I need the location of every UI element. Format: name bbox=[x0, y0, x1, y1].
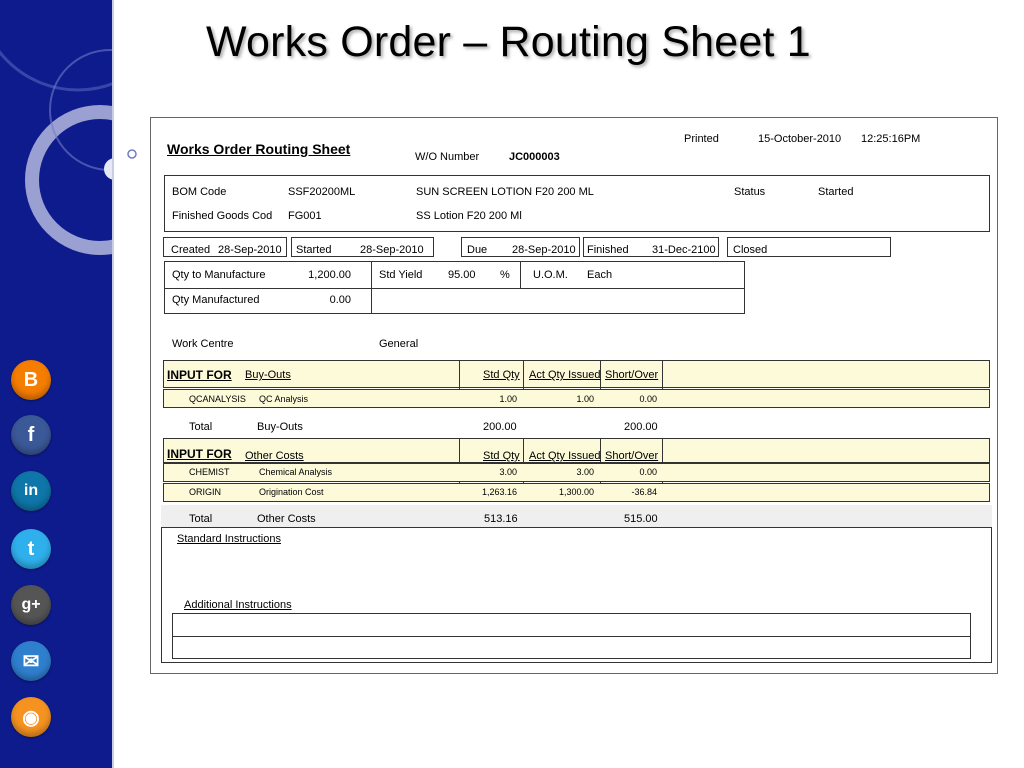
quantity-col-divider bbox=[371, 261, 372, 314]
created-date: 28-Sep-2010 bbox=[218, 244, 282, 256]
other-costs-col-act: Act Qty Issued bbox=[529, 450, 601, 462]
other-costs-row-short: -36.84 bbox=[631, 487, 657, 497]
other-costs-input-for: INPUT FOR bbox=[167, 447, 232, 461]
other-costs-total-label: Total bbox=[189, 513, 213, 525]
std-yield-label: Std Yield bbox=[379, 269, 423, 281]
bom-code-label: BOM Code bbox=[172, 186, 227, 198]
buyouts-row-desc: QC Analysis bbox=[259, 394, 309, 404]
status-value: Started bbox=[818, 186, 854, 198]
qty-to-manufacture-label: Qty to Manufacture bbox=[172, 269, 266, 281]
finished-label: Finished bbox=[587, 244, 629, 256]
bom-box bbox=[164, 175, 990, 232]
started-label: Started bbox=[296, 244, 332, 256]
closed-label: Closed bbox=[733, 244, 768, 256]
uom-label: U.O.M. bbox=[533, 269, 568, 281]
wo-number-value: JC000003 bbox=[509, 151, 560, 163]
qty-manufactured-label: Qty Manufactured bbox=[172, 294, 260, 306]
fg-description: SS Lotion F20 200 Ml bbox=[416, 210, 522, 222]
email-icon[interactable]: ✉ bbox=[11, 641, 51, 681]
wo-number-label: W/O Number bbox=[415, 151, 480, 163]
rss-icon[interactable]: ◉ bbox=[11, 697, 51, 737]
buyouts-total-label: Total bbox=[189, 421, 213, 433]
slide-title: Works Order – Routing Sheet 1 bbox=[206, 18, 811, 66]
other-costs-col-std: Std Qty bbox=[483, 450, 520, 462]
buyouts-col-std: Std Qty bbox=[483, 369, 520, 381]
buyouts-row-act: 1.00 bbox=[576, 394, 594, 404]
other-costs-category: Other Costs bbox=[245, 450, 304, 462]
printed-time: 12:25:16PM bbox=[861, 133, 921, 145]
other-costs-row-std: 1,263.16 bbox=[481, 487, 517, 497]
buyouts-total-std: 200.00 bbox=[483, 421, 517, 433]
std-yield-value: 95.00 bbox=[448, 269, 476, 281]
other-costs-total-category: Other Costs bbox=[257, 513, 316, 525]
additional-instructions-label: Additional Instructions bbox=[184, 599, 292, 611]
facebook-icon[interactable]: f bbox=[11, 415, 51, 455]
status-label: Status bbox=[734, 186, 766, 198]
other-costs-row-code: ORIGIN bbox=[189, 487, 222, 497]
uom-value: Each bbox=[587, 269, 613, 281]
bom-code-value: SSF20200ML bbox=[288, 186, 356, 198]
due-label: Due bbox=[467, 244, 488, 256]
buyouts-total-act: 200.00 bbox=[624, 421, 658, 433]
started-date: 28-Sep-2010 bbox=[360, 244, 424, 256]
other-costs-col-short: Short/Over bbox=[605, 450, 659, 462]
quantity-divider bbox=[164, 288, 745, 289]
created-label: Created bbox=[171, 244, 211, 256]
work-centre-label: Work Centre bbox=[172, 338, 234, 350]
fg-code-label: Finished Goods Cod bbox=[172, 210, 273, 222]
buyouts-category: Buy-Outs bbox=[245, 369, 291, 381]
finished-date: 31-Dec-2100 bbox=[652, 244, 716, 256]
sidebar-edge bbox=[112, 0, 114, 768]
buyouts-input-for: INPUT FOR bbox=[167, 368, 232, 382]
buyouts-total-category: Buy-Outs bbox=[257, 421, 303, 433]
other-costs-row-short: 0.00 bbox=[639, 467, 657, 477]
due-date: 28-Sep-2010 bbox=[512, 244, 576, 256]
twitter-icon[interactable]: t bbox=[11, 529, 51, 569]
yield-col-divider bbox=[520, 261, 521, 288]
qty-to-manufacture-value: 1,200.00 bbox=[308, 269, 351, 281]
other-costs-row-act: 3.00 bbox=[576, 467, 594, 477]
buyouts-row-code: QCANALYSIS bbox=[189, 394, 246, 404]
buyouts-row-std: 1.00 bbox=[499, 394, 517, 404]
printed-date: 15-October-2010 bbox=[758, 133, 842, 145]
work-centre-value: General bbox=[379, 338, 419, 350]
other-costs-row-act: 1,300.00 bbox=[558, 487, 594, 497]
other-costs-row-desc: Origination Cost bbox=[259, 487, 324, 497]
routing-sheet-document bbox=[150, 117, 998, 674]
other-costs-total-std: 513.16 bbox=[484, 513, 518, 525]
qty-manufactured-value: 0.00 bbox=[329, 294, 351, 306]
sheet-title: Works Order Routing Sheet bbox=[167, 141, 351, 157]
bullet-ring-icon bbox=[126, 148, 138, 160]
other-costs-total-act: 515.00 bbox=[624, 513, 658, 525]
decorative-swirl bbox=[0, 0, 114, 330]
linkedin-icon[interactable]: in bbox=[11, 471, 51, 511]
additional-instructions-divider bbox=[172, 636, 971, 637]
printed-label: Printed bbox=[684, 133, 719, 145]
blogger-icon[interactable]: B bbox=[11, 360, 51, 400]
fg-code-value: FG001 bbox=[288, 210, 322, 222]
buyouts-col-short: Short/Over bbox=[605, 369, 659, 381]
bom-description: SUN SCREEN LOTION F20 200 ML bbox=[416, 186, 594, 198]
other-costs-row-code: CHEMIST bbox=[189, 467, 230, 477]
buyouts-row-short: 0.00 bbox=[639, 394, 657, 404]
other-costs-row-std: 3.00 bbox=[499, 467, 517, 477]
standard-instructions-label: Standard Instructions bbox=[177, 533, 281, 545]
buyouts-col-act: Act Qty Issued bbox=[529, 369, 601, 381]
other-costs-row-desc: Chemical Analysis bbox=[259, 467, 333, 477]
std-yield-percent: % bbox=[500, 269, 510, 281]
googleplus-icon[interactable]: g+ bbox=[11, 585, 51, 625]
